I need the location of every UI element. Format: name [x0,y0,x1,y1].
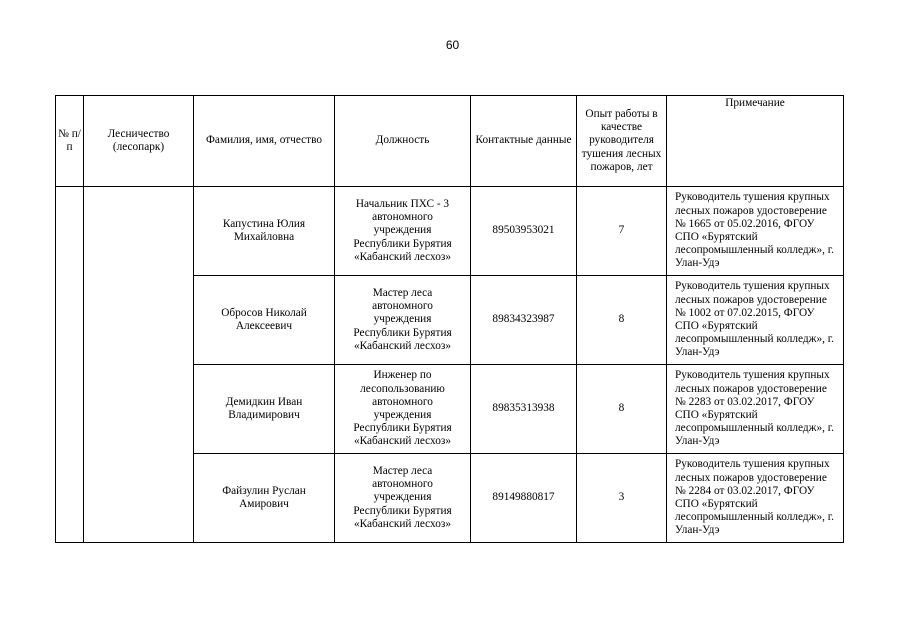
cell-contact: 89834323987 [471,276,577,365]
cell-note: Руководитель тушения крупных лесных пожаров удостоверение № 1002 от 07.02.2015, ФГОУ СПО «Бурятский лесопромышленный колледж», г. Улан-Удэ [667,276,844,365]
table-header-row [56,96,844,187]
cell-contact: 89149880817 [471,454,577,543]
cell-position: Мастер леса автономного учреждения Республики Бурятия «Кабанский лесхоз» [335,454,471,543]
cell-name: Демидкин Иван Владимирович [194,365,335,454]
header-num: № п/п [56,96,84,187]
cell-name: Файзулин Руслан Амирович [194,454,335,543]
header-note: Примечание [667,96,844,187]
cell-note: Руководитель тушения крупных лесных пожаров удостоверение № 2283 от 03.02.2017, ФГОУ СПО «Бурятский лесопромышленный колледж», г. Улан-Удэ [667,365,844,454]
cell-position: Инженер по лесопользованию автономного учреждения Республики Бурятия «Кабанский лесхоз» [335,365,471,454]
cell-position: Мастер леса автономного учреждения Республики Бурятия «Кабанский лесхоз» [335,276,471,365]
header-experience: Опыт работы в качестве руководителя тушения лесных пожаров, лет [577,96,667,187]
header-position: Должность [335,96,471,187]
cell-num-merged [56,187,84,543]
table-row [56,187,844,276]
cell-contact: 89835313938 [471,365,577,454]
cell-experience: 7 [577,187,667,276]
header-name: Фамилия, имя, отчество [194,96,335,187]
cell-position: Начальник ПХС - 3 автономного учреждения Республики Бурятия «Кабанский лесхоз» [335,187,471,276]
header-forestry: Лесничество (лесопарк) [84,96,194,187]
cell-experience: 3 [577,454,667,543]
cell-name: Обросов Николай Алексеевич [194,276,335,365]
cell-contact: 89503953021 [471,187,577,276]
staff-table [55,95,844,543]
page-number: 60 [445,38,460,52]
header-contact: Контактные данные [471,96,577,187]
cell-experience: 8 [577,276,667,365]
cell-name: Капустина Юлия Михайловна [194,187,335,276]
cell-forestry-merged [84,187,194,543]
cell-note: Руководитель тушения крупных лесных пожаров удостоверение № 1665 от 05.02.2016, ФГОУ СПО «Бурятский лесопромышленный колледж», г. Улан-Удэ [667,187,844,276]
cell-note: Руководитель тушения крупных лесных пожаров удостоверение № 2284 от 03.02.2017, ФГОУ СПО «Бурятский лесопромышленный колледж», г. Улан-Удэ [667,454,844,543]
cell-experience: 8 [577,365,667,454]
